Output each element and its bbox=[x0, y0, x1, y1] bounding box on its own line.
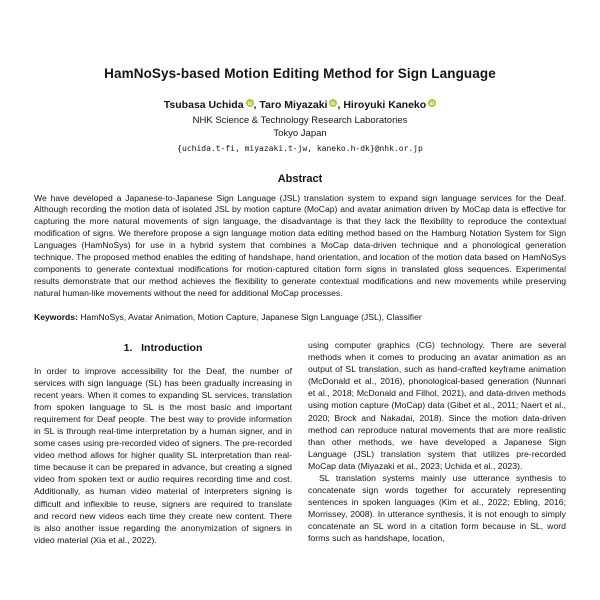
author-name: Hiroyuki Kaneko bbox=[343, 99, 427, 111]
abstract-heading: Abstract bbox=[277, 172, 323, 185]
author-separator: , bbox=[337, 99, 341, 111]
two-column-body bbox=[34, 339, 566, 546]
left-column bbox=[34, 339, 292, 546]
body-paragraph: using computer graphics (CG) technology. There are several methods when it comes to producing an avatar animation as an output of SL translation, such as hand-crafted keyframe animation (McDonald et al., 2016), phonological-based generation (Nunnari et al., 2018; McDonald and Filhol, 2021), and data-driven methods using motion capture (MoCap) data (Gibet et al., 2011; Naert et al., 2020; Brock and Nakadai, 2018). Since the motion data-driven method can reproduce natural movements that are more realistic than other methods, we have developed a Japanese Sign Language (JSL) translation system that utilizes pre-recorded MoCap data (Miyazaki et al., 2023; Uchida et al., 2023). bbox=[308, 339, 566, 471]
keywords-text: HamNoSys, Avatar Animation, Motion Capture, Japanese Sign Language (JSL), Classifier bbox=[80, 312, 422, 323]
affiliation-location: Tokyo Japan bbox=[273, 127, 327, 139]
paper-title: HamNoSys-based Motion Editing Method for Sign Language bbox=[104, 66, 496, 81]
svg-text:iD: iD bbox=[331, 100, 336, 106]
svg-text:iD: iD bbox=[247, 100, 252, 106]
author-emails: {uchida.t-fi, miyazaki.t-jw, kaneko.h-dk}@nhk.or.jp bbox=[177, 143, 423, 153]
author-name: Tsubasa Uchida bbox=[163, 99, 244, 111]
keywords-line bbox=[34, 312, 566, 324]
section-heading-introduction: 1. Introduction bbox=[123, 341, 203, 354]
svg-text:iD: iD bbox=[429, 100, 435, 106]
body-paragraph: SL translation systems mainly use utterance synthesis to concatenate sign words together for accurately representing sentences in spoken languages (Kim et al., 2022; Ebling, 2016; Morrissey, 2008). In utterance synthesis, it is not enough to simply concatenate an SL word in a citation form because in SL, word forms such as handshape, location, bbox=[308, 472, 566, 544]
right-column bbox=[308, 339, 566, 546]
author-separator: , bbox=[253, 99, 257, 111]
orcid-icon bbox=[428, 99, 436, 107]
author-name: Taro Miyazaki bbox=[259, 99, 328, 111]
authors-line bbox=[34, 99, 566, 111]
affiliation: NHK Science & Technology Research Laboratories bbox=[192, 115, 408, 126]
body-paragraph: In order to improve accessibility for the Deaf, the number of services with sign language (SL) has been gradually increasing in recent years. When it comes to expanding SL services, translation from spoken language to SL is the most basic and important requirement for Deaf people. The best way to provide information in SL is through real-time interpretation by a human signer, and in some cases using pre-recorded video of signers. The pre-recorded video method allows for higher quality SL interpretation than real-time because it can be prepared in advance, but creating a signed video from spoken text or audio requires recording time and cost. Additionally, as human video material of interpreters signing is difficult and inflexible to reuse, signers are required to translate and record new videos each time they create new content. There is also another issue regarding the anonymization of signers in video material (Xia et al., 2022). bbox=[34, 365, 292, 545]
orcid-icon bbox=[246, 99, 254, 107]
abstract-text: We have developed a Japanese-to-Japanese Sign Language (JSL) translation system to expand sign language services for the Deaf. Although recording the motion data of isolated JSL by motion capture (MoCap) and avatar animation driven by MoCap data is effective for capturing the more natural movements of sign language, the disadvantage is that they lack the flexibility to reproduce the contextual modification of signs. We therefore propose a sign language motion data editing method based on the Hamburg Notation System for Sign Languages (HamNoSys) for use in a hybrid system that combines a MoCap data-driven technique and a phonological generation technique. The proposed method enables the editing of handshape, hand orientation, and location of the motion data based on HamNoSys components to generate contextual modifications for motion-captured citation form signs in translated gloss sequences. Experimental results demonstrate that our method achieves the flexibility to generate contextual modifications and new movements while preserving natural human-like movements without the need for additional MoCap processes. bbox=[34, 192, 566, 298]
keywords-label: Keywords: bbox=[34, 312, 78, 323]
